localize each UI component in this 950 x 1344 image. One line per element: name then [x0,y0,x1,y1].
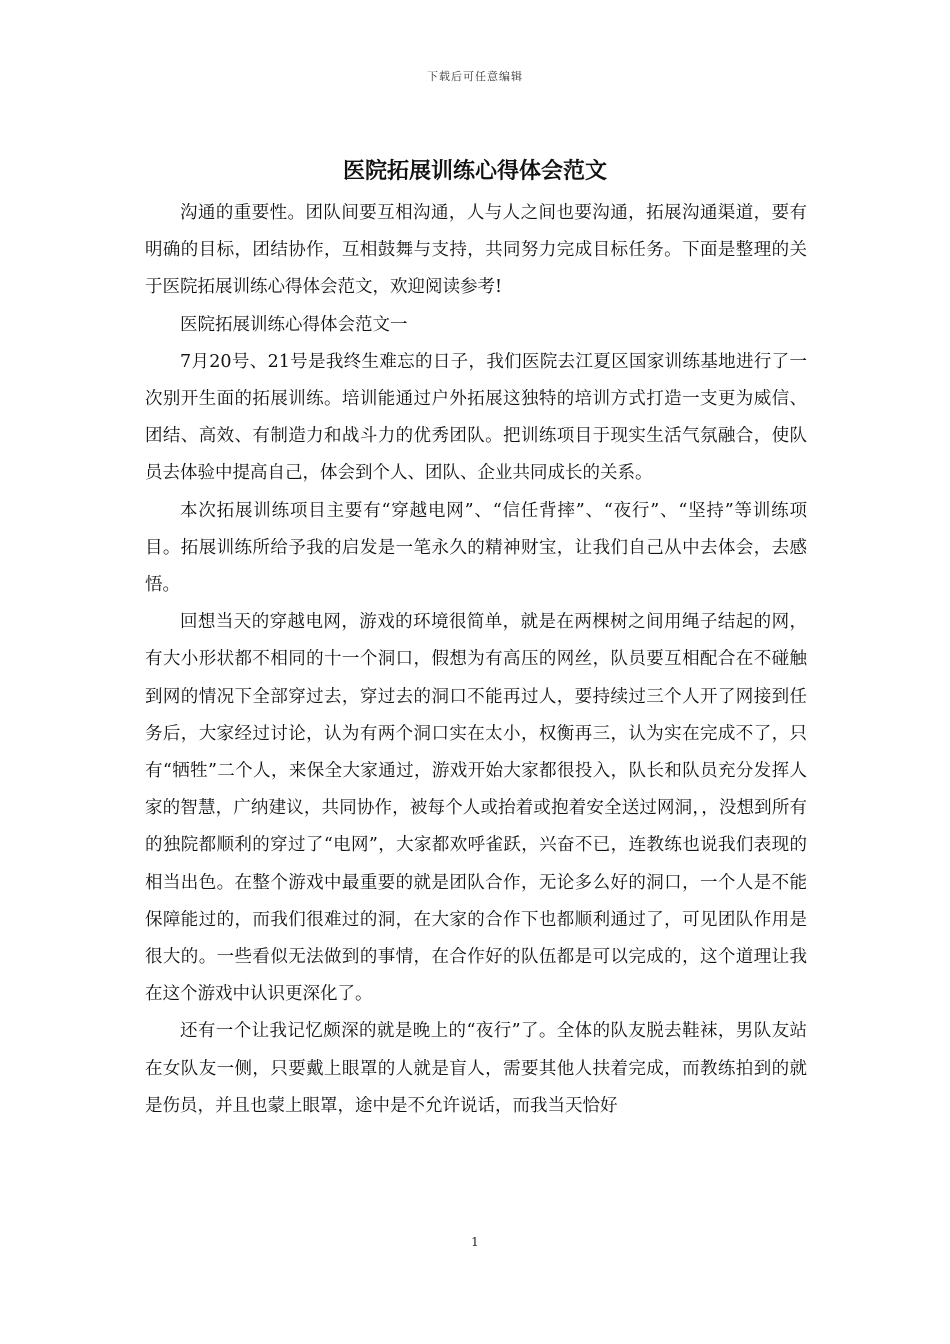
section-heading: 医院拓展训练心得体会范文一 [180,314,408,335]
document-title: 医院拓展训练心得体会范文 [342,158,607,184]
paragraph: 本次拓展训练项目主要有“穿越电网”、“信任背摔”、“夜行”、“坚持”等训练项目。拓展训练所给予我的启发是一笔永久的精神财宝，让我们自己从中去体会，去感悟。 [145,500,807,596]
page-number: 1 [471,1235,479,1249]
header-note: 下载后可任意编辑 [427,70,523,83]
document-body [145,195,807,1125]
paragraph: 还有一个让我记忆颇深的就是晚上的“夜行”了。全体的队友脱去鞋袜，男队友站在女队友一侧，只要戴上眼罩的人就是盲人，需要其他人扶着完成，而教练拍到的就是伤员，并且也蒙上眼罩，途中是不允许说话，而我当天恰好 [145,1021,807,1116]
paragraph-intro: 沟通的重要性。团队间要互相沟通，人与人之间也要沟通，拓展沟通渠道，要有明确的目标，团结协作，互相鼓舞与支持，共同努力完成目标任务。下面是整理的关于医院拓展训练心得体会范文，欢迎阅读参考! [145,203,807,298]
paragraph: 7月20号、21号是我终生难忘的日子，我们医院去江夏区国家训练基地进行了一次别开生面的拓展训练。培训能通过户外拓展这独特的培训方式打造一支更为威信、团结、高效、有制造力和战斗力的优秀团队。把训练项目于现实生活气氛融合，使队员去体验中提高自己，体会到个人、团队、企业共同成长的关系。 [145,351,807,484]
paragraph: 回想当天的穿越电网，游戏的环境很简单，就是在两棵树之间用绳子结起的网，有大小形状都不相同的十一个洞口，假想为有高压的网丝，队员要互相配合在不碰触到网的情况下全部穿过去，穿过去的洞口不能再过人，要持续过三个人开了网接到任务后，大家经过讨论，认为有两个洞口实在太小，权衡再三，认为实在完成不了，只有“牺牲”二个人，来保全大家通过，游戏开始大家都很投入，队长和队员充分发挥人家的智慧，广纳建议，共同协作，被每个人或抬着或抱着安全送过网洞，，没想到所有的独院都顺利的穿过了“电网”，大家都欢呼雀跃，兴奋不已，连教练也说我们表现的相当出色。在整个游戏中最重要的就是团队合作，无论多么好的洞口，一个人是不能保障能过的，而我们很难过的洞，在大家的合作下也都顺利通过了，可见团队作用是很大的。一些看似无法做到的事情，在合作好的队伍都是可以完成的，这个道理让我在这个游戏中认识更深化了。 [145,612,807,1005]
